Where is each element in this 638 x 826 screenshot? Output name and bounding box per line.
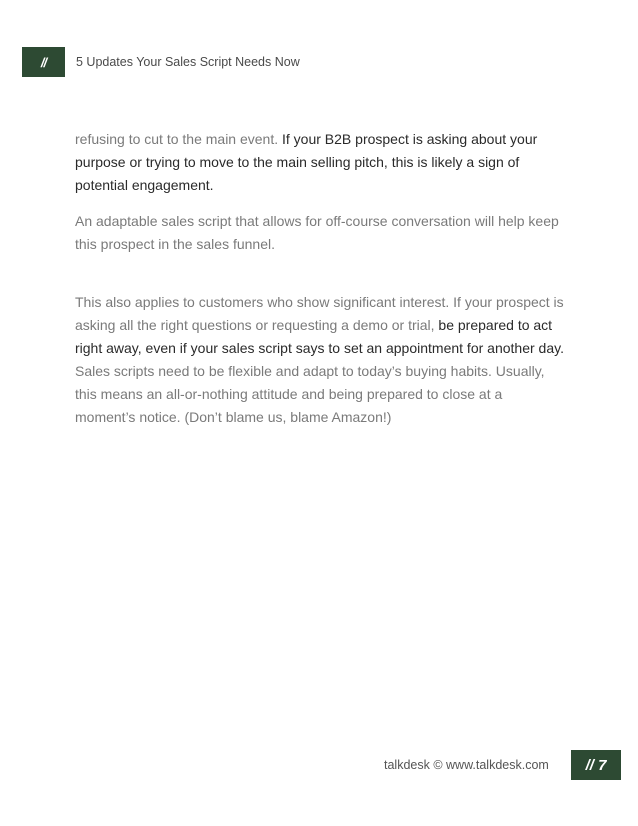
page-number: // 7	[571, 750, 621, 780]
paragraph-1-emphasis: If your B2B prospect is asking about your purpose or trying to move to the main selling pitch, this is likely a sign of potential engagement.	[75, 131, 538, 193]
paragraph-3	[75, 291, 565, 429]
header-marker: //	[22, 47, 65, 77]
paragraph-1-intro: refusing to cut to the main event.	[75, 131, 283, 147]
footer-text: talkdesk © www.talkdesk.com	[384, 758, 549, 772]
paragraph-2: An adaptable sales script that allows for off-course conversation will help keep this prospect in the sales funnel.	[75, 213, 559, 252]
paragraph-3-rest: Sales scripts need to be flexible and adapt to today’s buying habits. Usually, this means an all-or-nothing attitude and being prepared to close at a moment’s notice. (Don’t blame us, blame Amazon!)	[75, 363, 545, 425]
paragraph-1	[75, 128, 565, 197]
body-content	[75, 128, 565, 429]
header-title: 5 Updates Your Sales Script Needs Now	[76, 55, 300, 69]
paragraph-3-emphasis: be prepared to act right away, even if your sales script says to set an appointment for another day.	[75, 317, 564, 356]
paragraph-3-intro: This also applies to customers who show significant interest. If your prospect is asking all the right questions or requesting a demo or trial,	[75, 294, 564, 333]
